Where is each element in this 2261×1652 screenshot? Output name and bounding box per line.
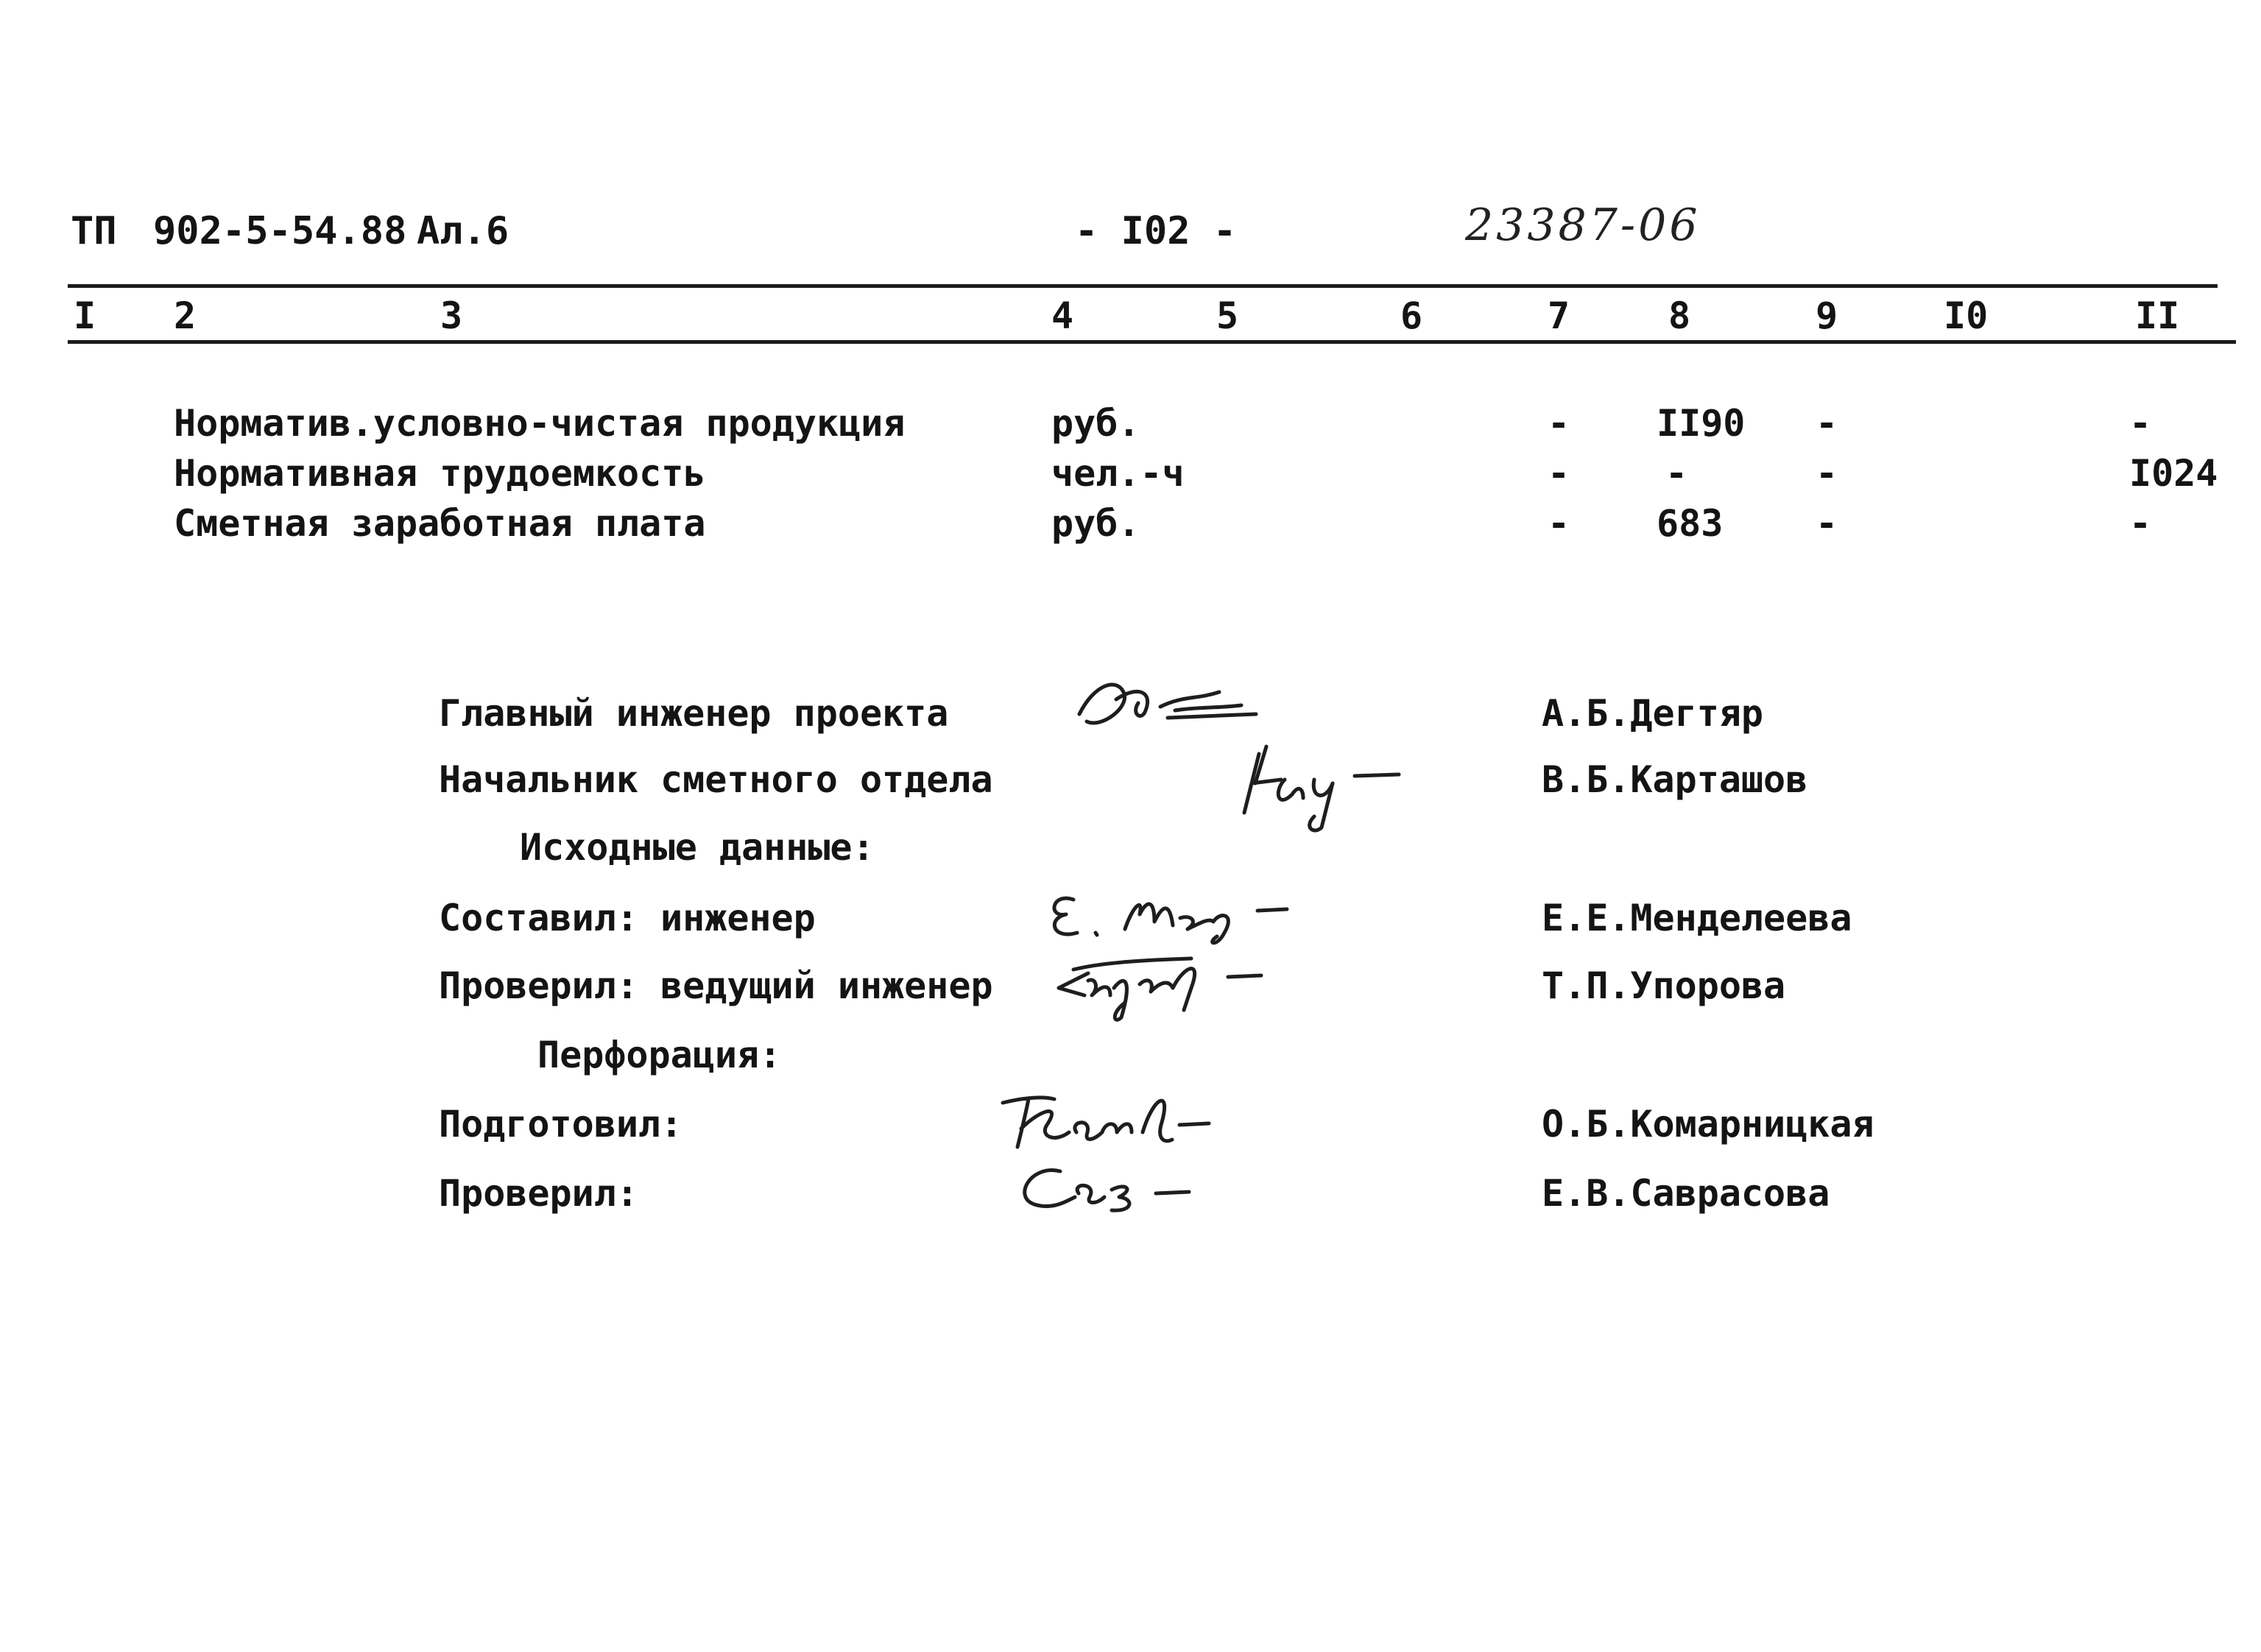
page-number: - I02 - <box>1075 209 1237 253</box>
role-head-estimate-dept: Начальник сметного отдела <box>439 758 993 801</box>
name-chief-engineer: А.Б.Дегтяр <box>1542 692 1764 735</box>
row-name: Сметная заработная плата <box>174 502 706 545</box>
role-checked-by: Проверил: <box>439 1172 638 1215</box>
row-col8: - <box>1665 452 1688 495</box>
row-col8: II90 <box>1657 402 1746 445</box>
signature-chief-engineer <box>1072 670 1263 736</box>
col-header-4: 4 <box>1051 294 1074 337</box>
name-checked-by: Е.В.Саврасова <box>1542 1172 1830 1215</box>
section-perforation: Перфорация: <box>537 1034 782 1076</box>
row-col7: - <box>1548 452 1570 495</box>
row-col9: - <box>1816 452 1838 495</box>
row-unit: руб. <box>1051 402 1140 445</box>
role-prepared-by: Подготовил: <box>439 1103 683 1146</box>
row-col9: - <box>1816 502 1838 545</box>
row-unit: руб. <box>1051 502 1140 545</box>
doc-code: ТП <box>71 209 117 253</box>
row-col8: 683 <box>1657 502 1724 545</box>
col-header-7: 7 <box>1548 294 1570 337</box>
col-header-9: 9 <box>1816 294 1838 337</box>
name-compiled-by: Е.Е.Менделеева <box>1542 897 1852 939</box>
row-col11: I024 <box>2129 452 2218 495</box>
row-name: Норматив.условно-чистая продукция <box>174 402 906 445</box>
col-header-6: 6 <box>1400 294 1423 337</box>
role-checked-lead-engineer: Проверил: ведущий инженер <box>439 964 993 1007</box>
row-col7: - <box>1548 402 1570 445</box>
name-prepared-by: О.Б.Комарницкая <box>1542 1103 1874 1146</box>
col-header-8: 8 <box>1668 294 1691 337</box>
col-header-2: 2 <box>174 294 197 337</box>
top-rule <box>68 284 2218 288</box>
signature-compiled-by <box>1044 878 1309 951</box>
signature-checked-lead-engineer <box>1044 944 1280 1025</box>
row-col11: - <box>2129 502 2152 545</box>
header-underline <box>68 340 2236 344</box>
col-header-11: II <box>2135 294 2180 337</box>
name-head-estimate-dept: В.Б.Карташов <box>1542 758 1808 801</box>
role-compiled-by: Составил: инженер <box>439 897 816 939</box>
signature-prepared-by <box>995 1081 1246 1162</box>
row-col11: - <box>2129 402 2152 445</box>
album-number: Ал.6 <box>417 209 509 253</box>
section-source-data: Исходные данные: <box>520 826 875 869</box>
row-col9: - <box>1816 402 1838 445</box>
role-chief-engineer: Главный инженер проекта <box>439 692 949 735</box>
col-header-1: I <box>74 294 96 337</box>
signature-checked-by <box>1009 1153 1230 1226</box>
doc-number: 902-5-54.88 <box>153 209 407 253</box>
inventory-number: 23387-06 <box>1465 200 1701 251</box>
row-unit: чел.-ч <box>1051 452 1185 495</box>
signature-head-estimate-dept <box>1230 739 1421 835</box>
col-header-3: 3 <box>440 294 463 337</box>
row-name: Нормативная трудоемкость <box>174 452 706 495</box>
col-header-5: 5 <box>1216 294 1239 337</box>
name-checked-lead-engineer: Т.П.Упорова <box>1542 964 1786 1007</box>
col-header-10: I0 <box>1944 294 1989 337</box>
row-col7: - <box>1548 502 1570 545</box>
